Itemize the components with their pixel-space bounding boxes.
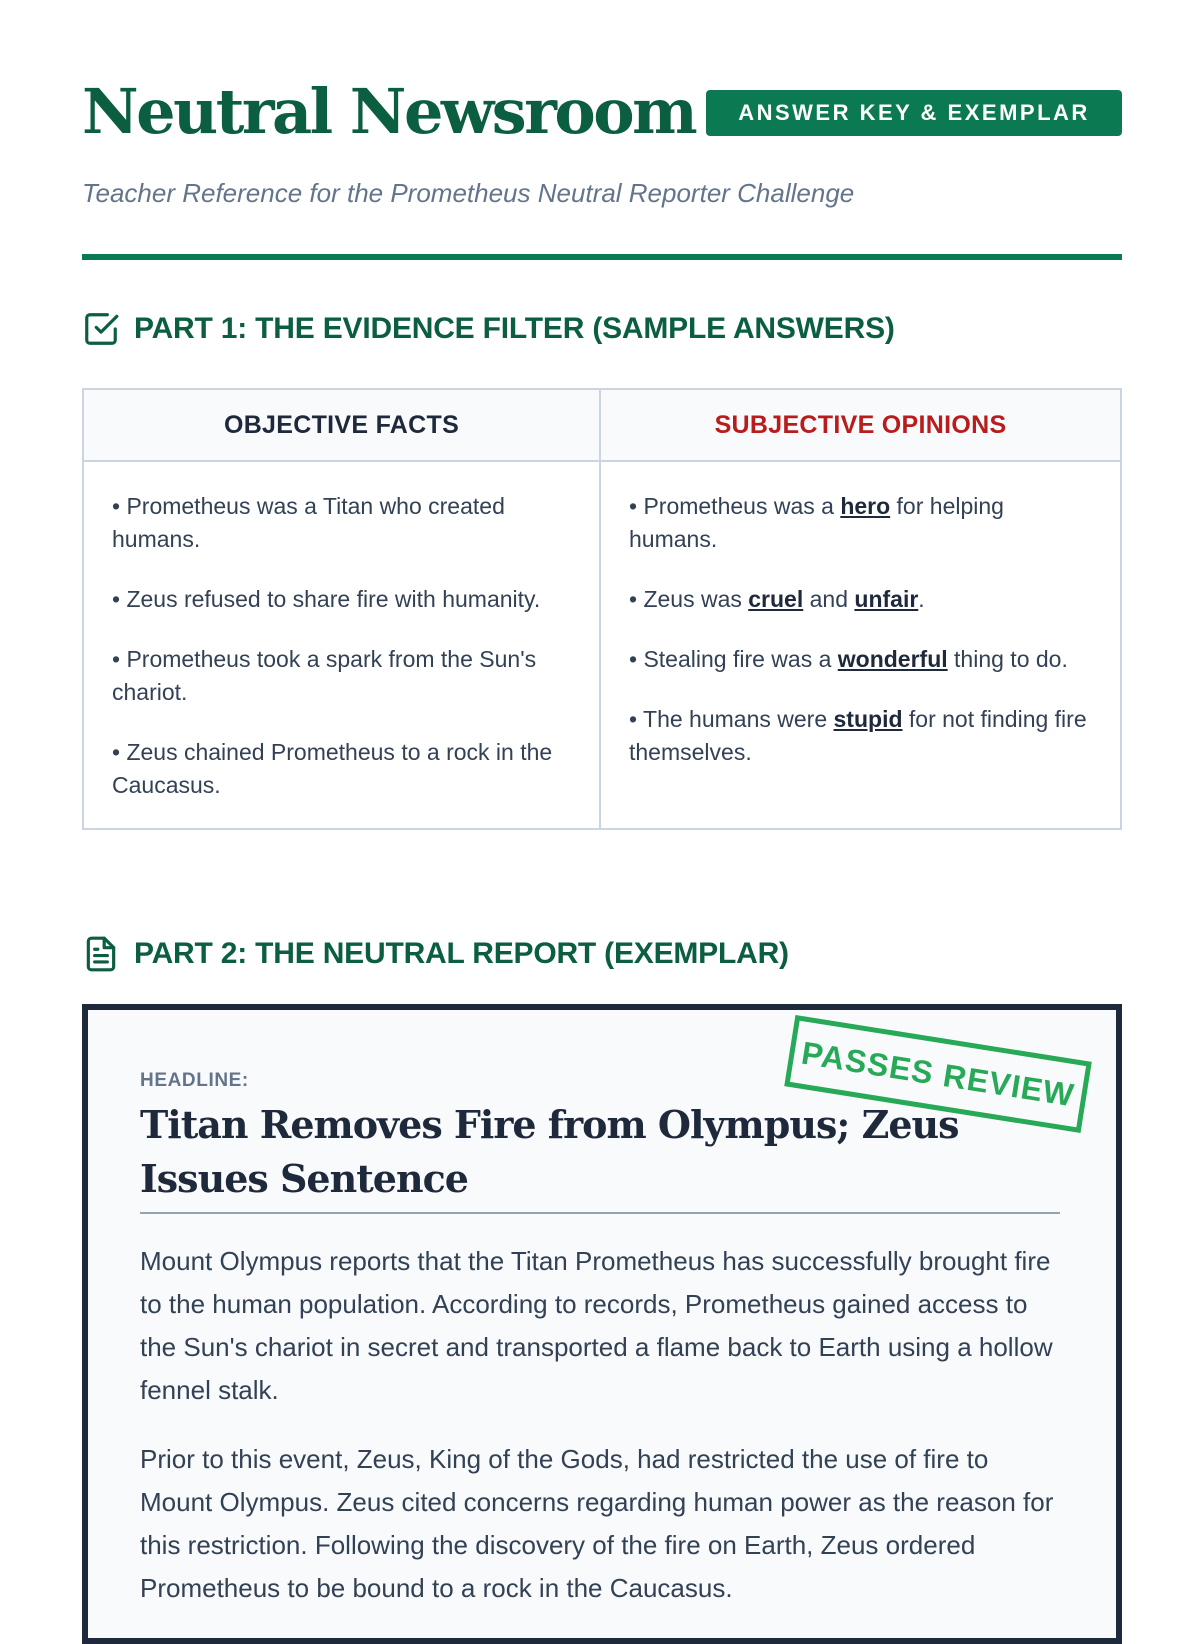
checkbox-icon (82, 310, 120, 348)
opinion-text: for helping humans. (629, 493, 1004, 552)
opinion-text: . (918, 586, 925, 612)
part2-title: PART 2: THE NEUTRAL REPORT (EXEMPLAR) (134, 937, 789, 970)
headline-label: HEADLINE: (140, 1070, 249, 1091)
opinion-word: hero (840, 493, 891, 519)
report-body (140, 1240, 1060, 1636)
document-icon (82, 935, 120, 973)
neutral-report (82, 1004, 1122, 1644)
report-headline: Titan Removes Fire from Olympus; Zeus Issues Sentence (140, 1098, 1060, 1214)
opinions-column (601, 462, 1120, 828)
opinion-item (629, 583, 1092, 616)
part1-title: PART 1: THE EVIDENCE FILTER (SAMPLE ANSWERS) (134, 312, 895, 345)
opinion-item (629, 643, 1092, 676)
page-subtitle: Teacher Reference for the Prometheus Neutral Reporter Challenge (82, 178, 855, 208)
opinion-item (629, 703, 1092, 769)
opinion-text: thing to do. (947, 646, 1068, 672)
facts-column-header: OBJECTIVE FACTS (84, 390, 601, 462)
opinion-text: • The humans were (629, 706, 834, 732)
opinion-text: • Stealing fire was a (629, 646, 838, 672)
evidence-table (82, 388, 1122, 830)
part1-heading (82, 310, 895, 348)
opinion-word: stupid (833, 706, 903, 732)
opinion-text: for not finding fire themselves. (629, 706, 1087, 765)
facts-column (84, 462, 601, 828)
opinion-text: • Zeus was (629, 586, 749, 612)
fact-item: • Zeus refused to share fire with humanity. (112, 586, 541, 612)
fact-item: • Prometheus was a Titan who created humans. (112, 493, 505, 552)
report-paragraph: Mount Olympus reports that the Titan Prometheus has successfully brought fire to the human population. According to records, Prometheus gained access to the Sun's chariot in secret and transported a flame back to Earth using a hollow fennel stalk. (140, 1246, 1053, 1405)
fact-item: • Zeus chained Prometheus to a rock in the Caucasus. (112, 739, 553, 798)
opinion-text: and (803, 586, 855, 612)
opinion-word: cruel (748, 586, 804, 612)
opinion-word: wonderful (837, 646, 948, 672)
opinion-text: • Prometheus was a (629, 493, 841, 519)
report-paragraph: Prior to this event, Zeus, King of the Gods, had restricted the use of fire to Mount Olympus. Zeus cited concerns regarding human power as the reason for this restriction. Following the discovery of the fire on Earth, Zeus ordered Prometheus to be bound to a rock in the Caucasus. (140, 1444, 1054, 1603)
opinion-word: unfair (854, 586, 919, 612)
fact-item: • Prometheus took a spark from the Sun's chariot. (112, 646, 537, 705)
page-title: Neutral Newsroom (82, 75, 696, 148)
opinions-column-header: SUBJECTIVE OPINIONS (601, 390, 1120, 462)
answer-key-badge: ANSWER KEY & EXEMPLAR (706, 90, 1122, 136)
passes-review-stamp: PASSES REVIEW (784, 1015, 1092, 1133)
header-divider (82, 254, 1122, 260)
opinion-item (629, 490, 1092, 556)
part2-heading (82, 935, 789, 973)
